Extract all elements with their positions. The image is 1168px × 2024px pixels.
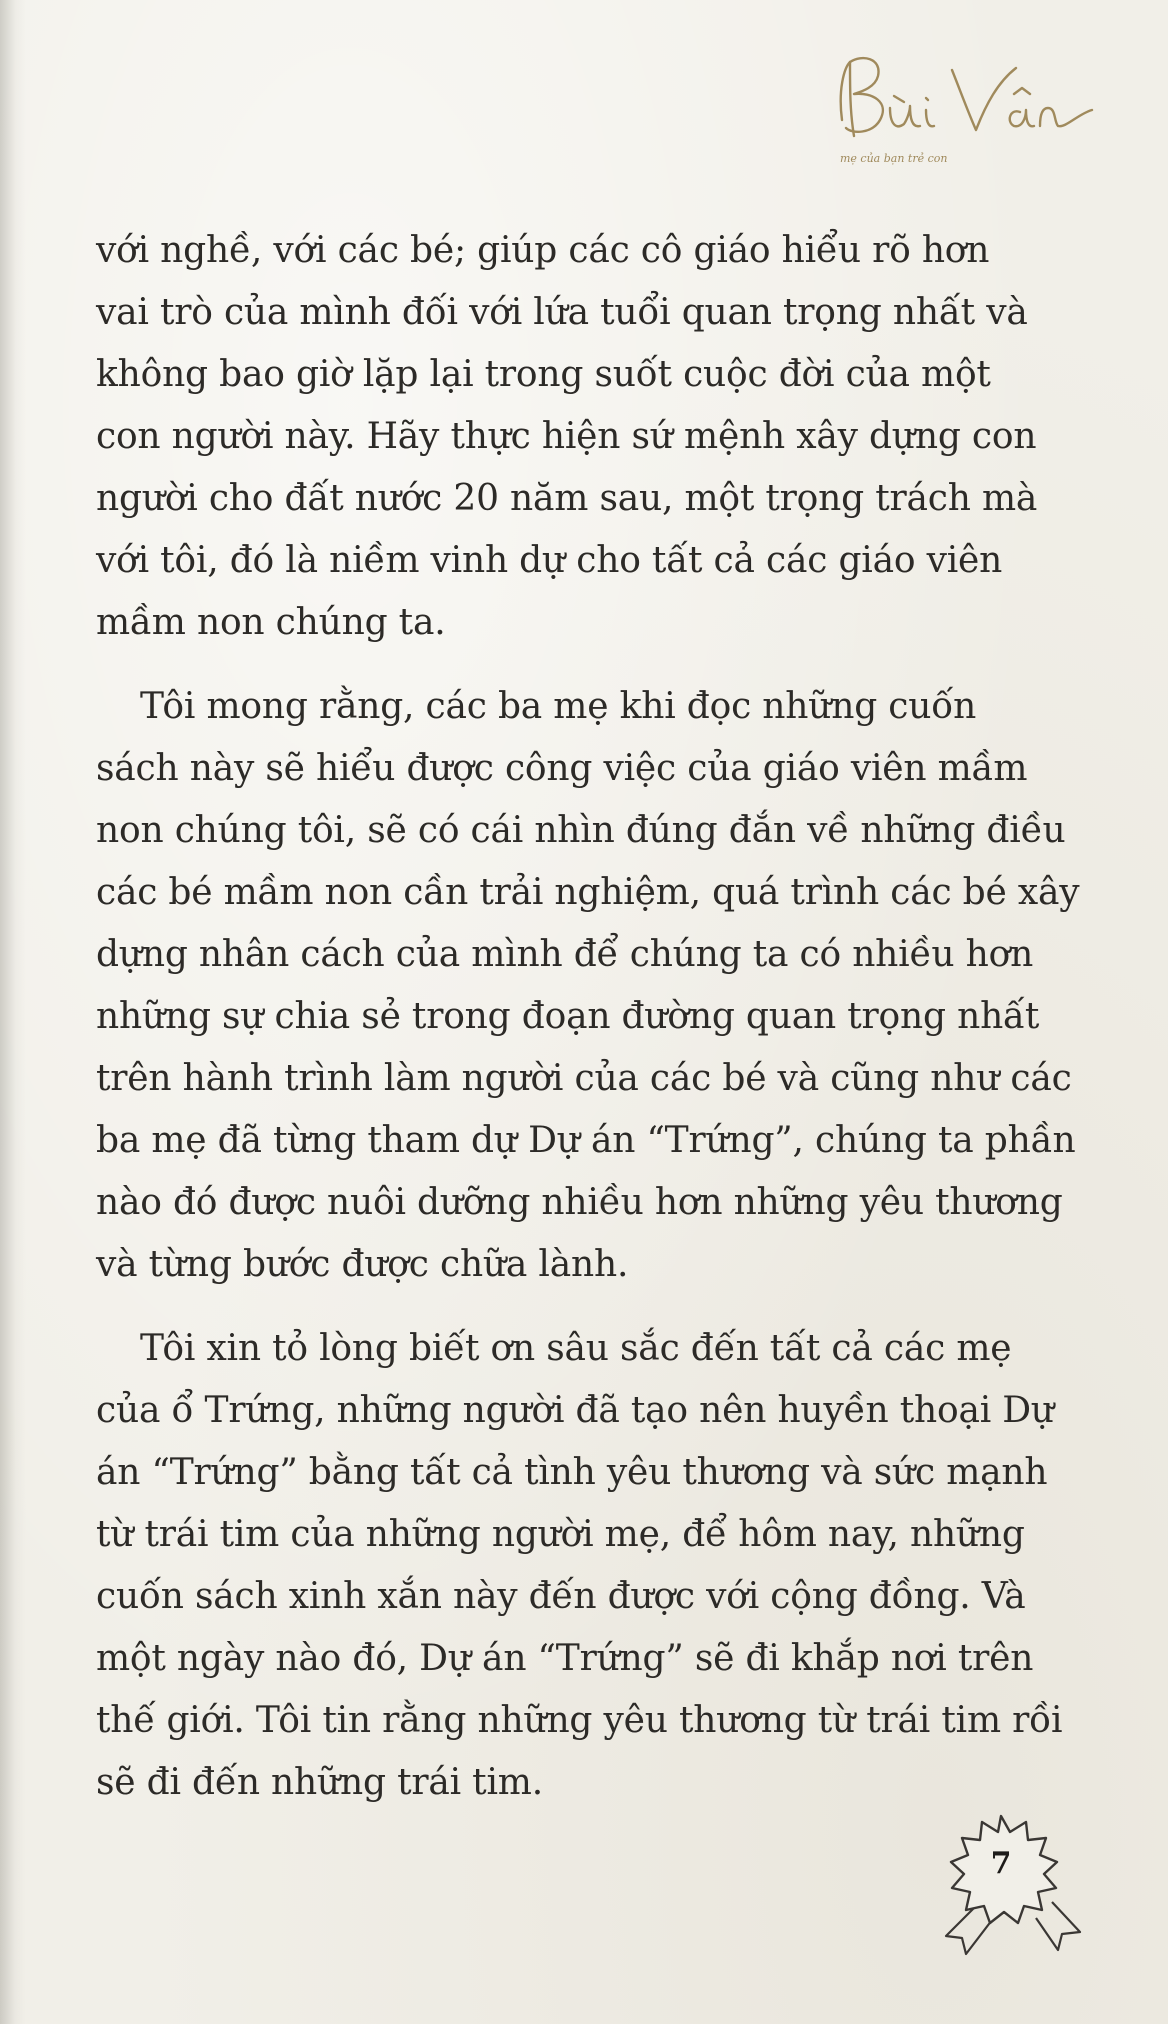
text-line: với tôi, đó là niềm vinh dự cho tất cả các giáo viên xyxy=(96,540,1003,581)
text-line: ba mẹ đã từng tham dự Dự án “Trứng”, chúng ta phần xyxy=(96,1120,1076,1161)
text-line: không bao giờ lặp lại trong suốt cuộc đời của một xyxy=(96,354,991,395)
text-line: với nghề, với các bé; giúp các cô giáo hiểu rõ hơn xyxy=(96,230,990,271)
text-line: án “Trứng” bằng tất cả tình yêu thương và sức mạnh xyxy=(96,1452,1048,1493)
signature-tagline: mẹ của bạn trẻ con xyxy=(840,152,948,165)
text-line: non chúng tôi, sẽ có cái nhìn đúng đắn về những điều xyxy=(96,810,1066,851)
body-text xyxy=(96,220,1080,1836)
paragraph-3 xyxy=(96,1318,1063,1814)
text-line: dựng nhân cách của mình để chúng ta có nhiều hơn xyxy=(96,934,1034,975)
text-line: vai trò của mình đối với lứa tuổi quan trọng nhất và xyxy=(96,292,1028,333)
signature-logo xyxy=(820,50,1100,175)
text-line: Tôi xin tỏ lòng biết ơn sâu sắc đến tất cả các mẹ xyxy=(140,1328,1012,1369)
text-line: và từng bước được chữa lành. xyxy=(96,1244,629,1285)
text-line: con người này. Hãy thực hiện sứ mệnh xây dựng con xyxy=(96,416,1037,457)
text-line: các bé mầm non cần trải nghiệm, quá trình các bé xây xyxy=(96,872,1080,913)
text-line: của ổ Trứng, những người đã tạo nên huyền thoại Dự xyxy=(96,1390,1054,1431)
text-line: những sự chia sẻ trong đoạn đường quan trọng nhất xyxy=(96,996,1040,1037)
text-line: mầm non chúng ta. xyxy=(96,602,446,643)
text-line: trên hành trình làm người của các bé và cũng như các xyxy=(96,1058,1072,1099)
text-line: cuốn sách xinh xắn này đến được với cộng đồng. Và xyxy=(96,1576,1026,1617)
page-number-badge-icon xyxy=(940,1810,1090,1960)
paragraph-1 xyxy=(96,220,1038,654)
text-line: một ngày nào đó, Dự án “Trứng” sẽ đi khắp nơi trên xyxy=(96,1638,1034,1679)
author-signature xyxy=(820,50,1100,175)
page-number: 7 xyxy=(990,1846,1012,1881)
text-line: nào đó được nuôi dưỡng nhiều hơn những yêu thương xyxy=(96,1182,1063,1223)
page-gutter-shadow xyxy=(0,0,26,2024)
text-line: người cho đất nước 20 năm sau, một trọng trách mà xyxy=(96,478,1038,519)
text-line: sẽ đi đến những trái tim. xyxy=(96,1762,543,1803)
text-line: thế giới. Tôi tin rằng những yêu thương từ trái tim rồi xyxy=(96,1700,1063,1741)
text-line: Tôi mong rằng, các ba mẹ khi đọc những cuốn xyxy=(140,686,977,727)
text-line: từ trái tim của những người mẹ, để hôm nay, những xyxy=(96,1514,1025,1555)
paragraph-2 xyxy=(96,676,1080,1296)
text-line: sách này sẽ hiểu được công việc của giáo viên mầm xyxy=(96,748,1028,789)
